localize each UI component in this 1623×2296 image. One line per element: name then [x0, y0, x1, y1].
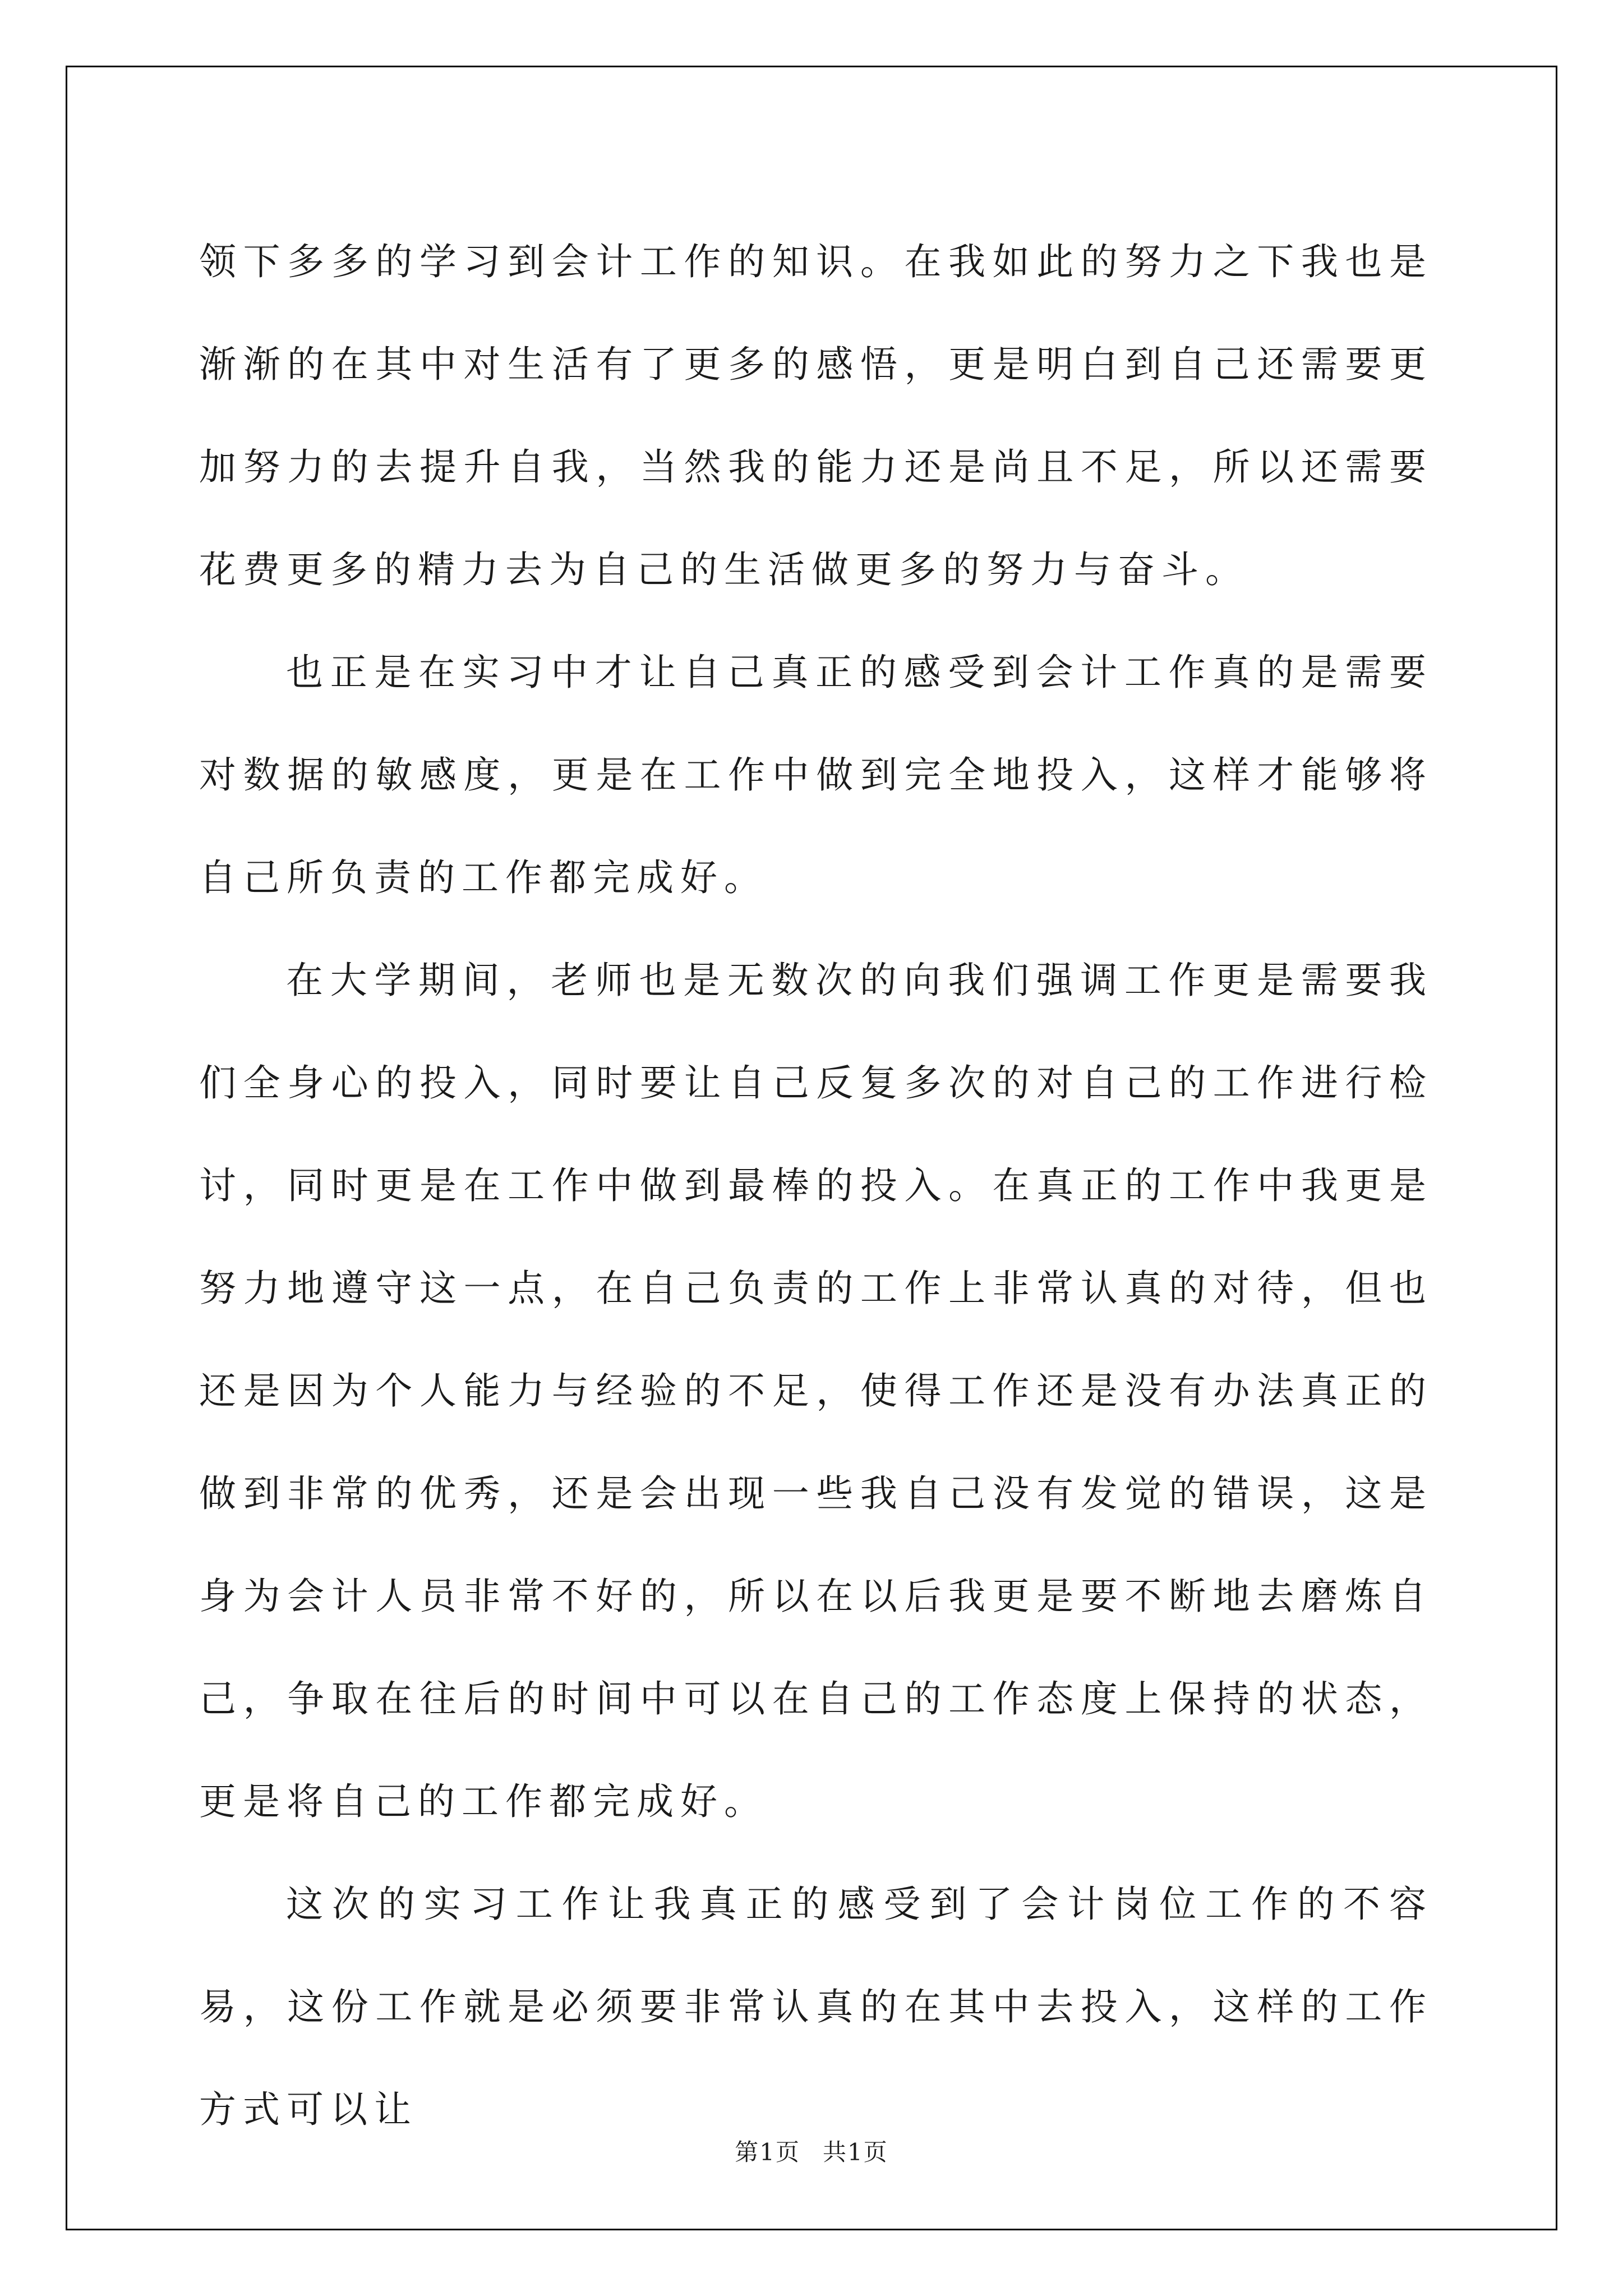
paragraph-1: 领下多多的学习到会计工作的知识。在我如此的努力之下我也是渐渐的在其中对生活有了更多的感悟，更是明白到自己还需要更加努力的去提升自我，当然我的能力还是尚且不足，所以还需要花费更多的精力去为自己的生活做更多的努力与奋斗。: [199, 240, 1433, 591]
page-number: 第1页: [735, 2138, 800, 2166]
page-footer: [0, 2138, 1623, 2166]
page-total: 共1页: [823, 2138, 888, 2166]
paragraph-3: 在大学期间，老师也是无数次的向我们强调工作更是需要我们全身心的投入，同时要让自己反复多次的对自己的工作进行检讨，同时更是在工作中做到最棒的投入。在真正的工作中我更是努力地遵守这一点，在自己负责的工作上非常认真的对待，但也还是因为个人能力与经验的不足，使得工作还是没有办法真正的做到非常的优秀，还是会出现一些我自己没有发觉的错误，这是身为会计人员非常不好的，所以在以后我更是要不断地去磨炼自己，争取在往后的时间中可以在自己的工作态度上保持的状态，更是将自己的工作都完成好。: [199, 959, 1433, 1823]
paragraph-2: 也正是在实习中才让自己真正的感受到会计工作真的是需要对数据的敏感度，更是在工作中做到完全地投入，这样才能够将自己所负责的工作都完成好。: [199, 651, 1433, 899]
paragraph-4: 这次的实习工作让我真正的感受到了会计岗位工作的不容易，这份工作就是必须要非常认真的在其中去投入，这样的工作方式可以让: [199, 1883, 1433, 2131]
document-body: [199, 210, 1433, 2161]
